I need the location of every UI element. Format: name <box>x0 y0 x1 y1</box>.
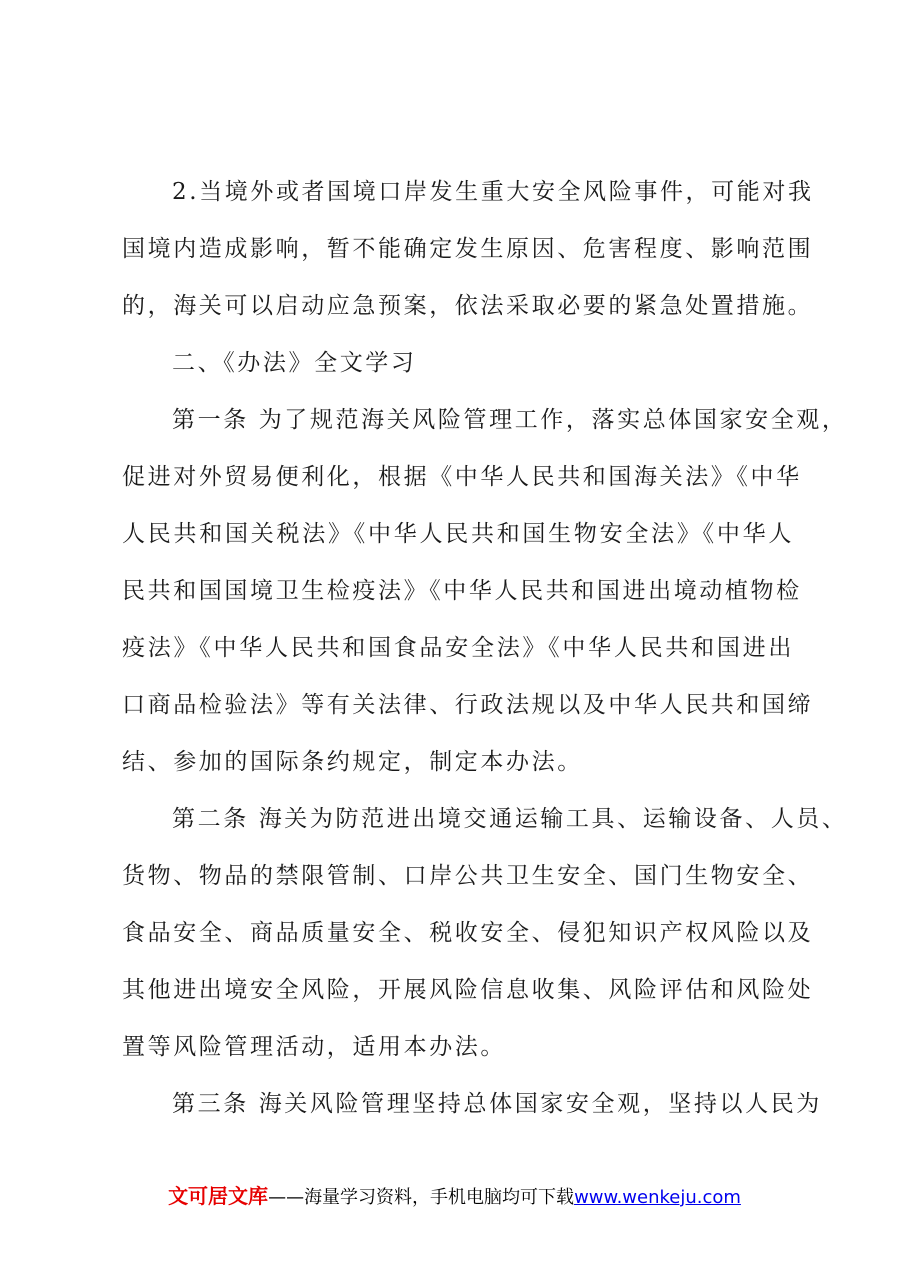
text-line: 人民共和国关税法》《中华人民共和国生物安全法》《中华人 <box>122 521 794 547</box>
text-line: 货物、物品的禁限管制、口岸公共卫生安全、国门生物安全、 <box>122 863 814 889</box>
text-line: 促进对外贸易便利化，根据《中华人民共和国海关法》《中华 <box>122 464 802 490</box>
text-line: 国境内造成影响，暂不能确定发生原因、危害程度、影响范围 <box>122 236 814 262</box>
text-line: 第三条 海关风险管理坚持总体国家安全观，坚持以人民为 <box>172 1091 822 1117</box>
section-heading: 二、《办法》全文学习 <box>172 350 417 376</box>
text-line: 食品安全、商品质量安全、税收安全、侵犯知识产权风险以及 <box>122 920 814 946</box>
text-line: 疫法》《中华人民共和国食品安全法》《中华人民共和国进出 <box>122 635 794 661</box>
text-line: 2.当境外或者国境口岸发生重大安全风险事件，可能对我 <box>172 179 814 205</box>
text-line: 结、参加的国际条约规定，制定本办法。 <box>122 749 583 775</box>
text-line: 第二条 海关为防范进出境交通运输工具、运输设备、人员、 <box>172 806 848 832</box>
text-line: 置等风险管理活动，适用本办法。 <box>122 1034 506 1060</box>
footer-brand: 文可居文库 <box>168 1184 269 1208</box>
footer-banner <box>0 1180 909 1209</box>
text-line: 其他进出境安全风险，开展风险信息收集、风险评估和风险处 <box>122 977 814 1003</box>
text-line: 民共和国国境卫生检疫法》《中华人民共和国进出境动植物检 <box>122 578 802 604</box>
footer-slogan: ——海量学习资料，手机电脑均可下载 <box>268 1187 575 1208</box>
text-line: 的，海关可以启动应急预案，依法采取必要的紧急处置措施。 <box>122 293 814 319</box>
document-body <box>122 164 848 1133</box>
footer-link[interactable]: www.wenkeju.com <box>574 1187 741 1208</box>
text-line: 口商品检验法》等有关法律、行政法规以及中华人民共和国缔 <box>122 692 814 718</box>
text-line: 第一条 为了规范海关风险管理工作，落实总体国家安全观， <box>172 407 848 433</box>
